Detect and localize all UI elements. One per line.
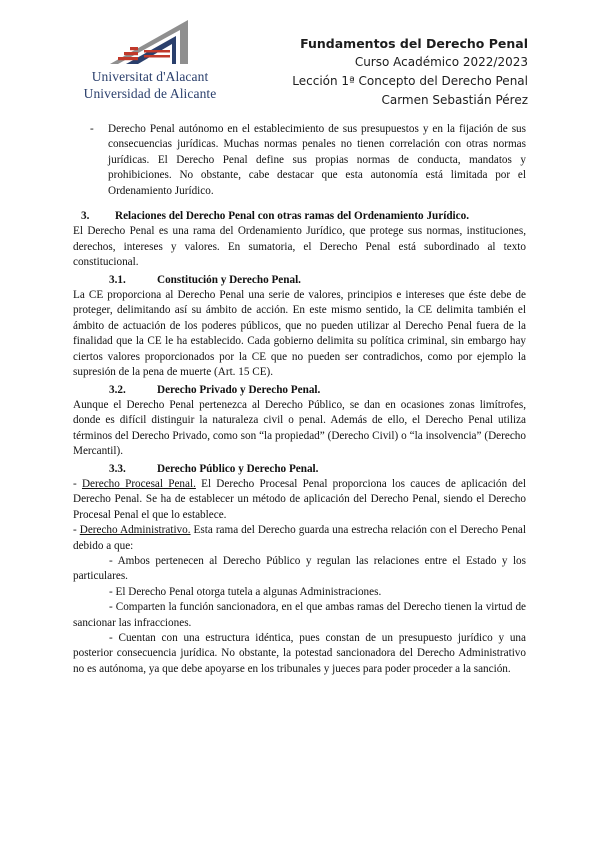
subject-title: Fundamentos del Derecho Penal [300, 36, 528, 51]
bullet-dash: - [90, 123, 94, 135]
procesal-text: El Derecho Procesal Penal proporciona los cauces de aplicación del Derecho Penal. Se ha de establecer un método de aplicación del Derecho Penal, siendo el Derecho Procesal Penal el que lo establece. [73, 477, 526, 521]
university-name-spanish: Universidad de Alicante [83, 86, 217, 101]
section-3-number: 3. [81, 210, 90, 223]
administrativo-dash: - [73, 524, 80, 537]
university-name-valencian: Universitat d'Alacant [91, 69, 209, 84]
section-3-1-text: La CE proporciona al Derecho Penal una serie de valores, principios e intereses que éste debe de proteger, delimitando así su ámbito de acción. En este mismo sentido, la CE delimita también el ámbito de actuación de los poderes públicos, que no pueden utilizar al Derecho Penal fuera de la finalidad que la CE le ha establecido. Cada gobierno delimita su política criminal, sin embargo hay ciertos valores proporcionados por la CE que no pueden ser contradichos, como por ejemplo la supresión de la pena de muerte (Art. 15 CE). [73, 289, 526, 379]
relation-item-4: - Cuentan con una estructura idéntica, pues constan de un presupuesto jurídico y una posterior consecuencia jurídica. No obstante, la potestad sancionadora del Derecho Administrativo no es autónoma, ya que debe apoyarse en los tribunales y jueces para poder proceder a la sanción. [73, 632, 526, 675]
section-3-2-number: 3.2. [109, 383, 126, 396]
relation-item-1: - Ambos pertenecen al Derecho Público y regulan las relaciones entre el Estado y los particulares. [73, 554, 526, 583]
section-3-3-heading [73, 462, 526, 477]
section-3-2-heading [73, 383, 526, 398]
administrativo-paragraph [73, 523, 526, 554]
document-header [292, 34, 528, 110]
relation-item-3: - Comparten la función sancionadora, en el que ambas ramas del Derecho tienen la virtud de sancionar las infracciones. [73, 601, 526, 629]
author-name: Carmen Sebastián Pérez [381, 93, 528, 107]
bullet-text: Derecho Penal autónomo en el establecimiento de sus presupuestos y en la fijación de sus consecuencias jurídicas. Muchas normas penales no tienen correlación con otras normas jurídicas. El Derecho Penal define sus propias normas de conducta, mandatos y prohibiciones. No obstante, cabe destacar que esta autonomía está limitada por el Ordenamiento Jurídico. [108, 123, 526, 197]
procesal-dash: - [73, 477, 82, 490]
document-body [73, 122, 526, 677]
section-3-intro: El Derecho Penal es una rama del Ordenamiento Jurídico, que protege sus normas, instituciones, derechos, intereses y valores. En sumatoria, el Derecho Penal está subordinado al texto constitucional. [73, 225, 526, 269]
section-3-1-heading [73, 273, 526, 288]
bullet-paragraph [73, 122, 526, 199]
university-emblem-icon [104, 14, 194, 66]
section-3-2-text: Aunque el Derecho Penal pertenezca al Derecho Público, se dan en ocasiones zonas limítrofes, donde es difícil distinguir la naturaleza civil o penal. Además de ello, el Derecho Penal utiliza términos del Derecho Privado, como son “la propiedad” (Derecho Civil) o “la insolvencia” (Derecho Mercantil). [73, 398, 526, 458]
university-logo [70, 14, 230, 104]
lesson-title: Lección 1ª Concepto del Derecho Penal [292, 74, 528, 88]
section-3-title: Relaciones del Derecho Penal con otras ramas del Ordenamiento Jurídico. [115, 210, 470, 223]
relation-item-2: - El Derecho Penal otorga tutela a algunas Administraciones. [109, 585, 382, 598]
section-3-3-title: Derecho Público y Derecho Penal. [157, 462, 319, 475]
section-3-heading [73, 209, 526, 224]
procesal-label: Derecho Procesal Penal. [81, 477, 196, 490]
procesal-paragraph [73, 477, 526, 523]
administrativo-text: Esta rama del Derecho guarda una estrecha relación con el Derecho Penal debido a que: [73, 524, 526, 552]
academic-year: Curso Académico 2022/2023 [354, 55, 528, 69]
section-3-3-number: 3.3. [109, 462, 126, 475]
section-3-1-title: Constitución y Derecho Penal. [157, 273, 301, 286]
section-3-1-number: 3.1. [109, 273, 126, 286]
section-3-2-title: Derecho Privado y Derecho Penal. [157, 383, 321, 396]
administrativo-label: Derecho Administrativo. [79, 524, 191, 537]
